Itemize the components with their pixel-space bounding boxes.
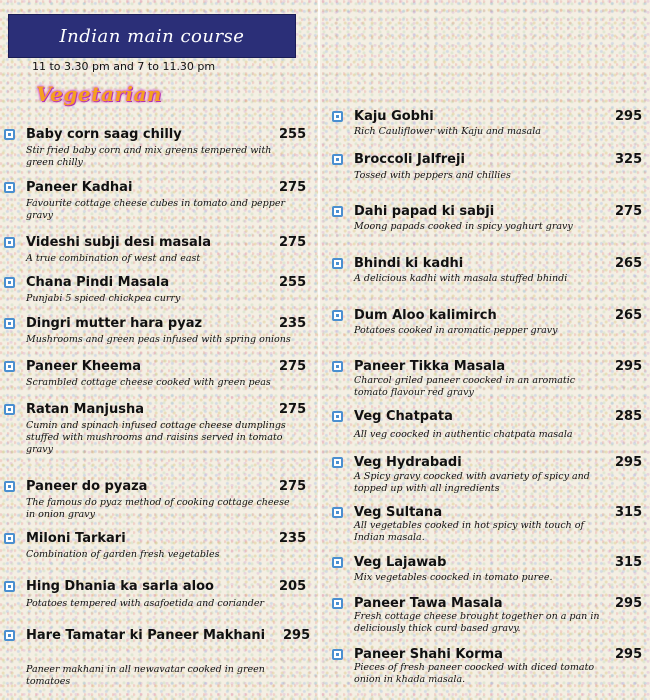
square-bullet-icon bbox=[4, 182, 15, 193]
item-price: 235 bbox=[279, 531, 307, 546]
square-bullet-icon bbox=[4, 318, 15, 329]
item-name: Chana Pindi Masala bbox=[26, 275, 170, 290]
item-description: All veg coocked in authentic chatpata masala bbox=[354, 429, 573, 440]
square-bullet-icon bbox=[4, 404, 15, 415]
square-bullet-icon bbox=[332, 411, 343, 422]
item-name: Veg Lajawab bbox=[354, 555, 447, 570]
item-description: Scrambled cottage cheese cooked with green peas bbox=[26, 377, 271, 388]
item-price: 235 bbox=[279, 316, 307, 331]
item-description: Rich Cauliflower with Kaju and masala bbox=[354, 126, 541, 137]
square-bullet-icon bbox=[4, 630, 15, 641]
square-bullet-icon bbox=[332, 258, 343, 269]
item-name: Dahi papad ki sabji bbox=[354, 204, 495, 219]
item-price: 255 bbox=[279, 275, 307, 290]
item-name: Paneer Kheema bbox=[26, 359, 142, 374]
square-bullet-icon bbox=[4, 129, 15, 140]
item-price: 265 bbox=[615, 308, 643, 323]
item-name: Baby corn saag chilly bbox=[26, 127, 182, 142]
item-price: 295 bbox=[615, 455, 643, 470]
item-description: Mushrooms and green peas infused with spring onions bbox=[26, 334, 291, 345]
item-price: 285 bbox=[615, 409, 643, 424]
square-bullet-icon bbox=[332, 206, 343, 217]
item-price: 275 bbox=[279, 235, 307, 250]
serving-hours: 11 to 3.30 pm and 7 to 11.30 pm bbox=[32, 60, 216, 73]
item-price: 315 bbox=[615, 555, 643, 570]
item-price: 275 bbox=[279, 180, 307, 195]
item-description: Paneer makhani in all newavatar cooked in green tomatoes bbox=[26, 664, 265, 687]
item-price: 295 bbox=[615, 596, 643, 611]
item-description: Tossed with peppers and chillies bbox=[354, 170, 511, 181]
square-bullet-icon bbox=[332, 598, 343, 609]
column-divider bbox=[318, 0, 320, 700]
item-description: Pieces of fresh paneer coocked with diced tomato onion in khada masala. bbox=[354, 662, 595, 685]
item-price: 315 bbox=[615, 505, 643, 520]
item-price: 275 bbox=[615, 204, 643, 219]
item-description: Combination of garden fresh vegetables bbox=[26, 549, 220, 560]
square-bullet-icon bbox=[332, 649, 343, 660]
item-name: Hing Dhania ka sarla aloo bbox=[26, 579, 214, 594]
item-name: Paneer Kadhai bbox=[26, 180, 133, 195]
item-price: 295 bbox=[615, 109, 643, 124]
square-bullet-icon bbox=[332, 457, 343, 468]
item-name: Veg Chatpata bbox=[354, 409, 453, 424]
item-price: 325 bbox=[615, 152, 643, 167]
item-name: Dum Aloo kalimirch bbox=[354, 308, 497, 323]
square-bullet-icon bbox=[4, 361, 15, 372]
item-name: Miloni Tarkari bbox=[26, 531, 126, 546]
item-name: Paneer do pyaza bbox=[26, 479, 148, 494]
item-description: Charcol griled paneer coocked in an aromatic tomato flavour red gravy bbox=[354, 375, 576, 398]
item-price: 265 bbox=[615, 256, 643, 271]
square-bullet-icon bbox=[4, 533, 15, 544]
section-title: Vegetarian bbox=[36, 82, 162, 106]
square-bullet-icon bbox=[332, 154, 343, 165]
item-description: Fresh cottage cheese brought together on a pan in deliciously thick curd based gravy. bbox=[354, 611, 600, 634]
item-description: Moong papads cooked in spicy yoghurt gravy bbox=[354, 221, 573, 232]
item-price: 255 bbox=[279, 127, 307, 142]
item-description: A delicious kadhi with masala stuffed bhindi bbox=[354, 273, 568, 284]
square-bullet-icon bbox=[332, 507, 343, 518]
item-name: Veg Hydrabadi bbox=[354, 455, 462, 470]
item-name: Hare Tamatar ki Paneer Makhani bbox=[26, 628, 266, 643]
menu-header bbox=[8, 14, 296, 58]
item-description: All vegetables cooked in hot spicy with touch of Indian masala. bbox=[354, 520, 585, 543]
item-description: Stir fried baby corn and mix greens tempered with green chilly bbox=[26, 145, 272, 168]
item-price: 295 bbox=[283, 628, 311, 643]
item-price: 295 bbox=[615, 647, 643, 662]
item-name: Kaju Gobhi bbox=[354, 109, 434, 124]
page-title: Indian main course bbox=[59, 25, 245, 47]
square-bullet-icon bbox=[332, 111, 343, 122]
item-price: 275 bbox=[279, 479, 307, 494]
item-description: The famous do pyaz method of cooking cottage cheese in onion gravy bbox=[26, 497, 290, 520]
item-name: Videshi subji desi masala bbox=[26, 235, 212, 250]
item-description: Potatoes tempered with asafoetida and coriander bbox=[26, 598, 265, 609]
item-name: Bhindi ki kadhi bbox=[354, 256, 464, 271]
item-description: Cumin and spinach infused cottage cheese dumplings stuffed with mushrooms and raisins served in tomato gravy bbox=[26, 420, 286, 455]
square-bullet-icon bbox=[332, 310, 343, 321]
item-price: 205 bbox=[279, 579, 307, 594]
item-description: A Spicy gravy coocked with avariety of spicy and topped up with all ingredients bbox=[354, 471, 590, 494]
item-name: Paneer Tawa Masala bbox=[354, 596, 503, 611]
item-name: Veg Sultana bbox=[354, 505, 443, 520]
item-name: Paneer Tikka Masala bbox=[354, 359, 506, 374]
item-price: 295 bbox=[615, 359, 643, 374]
square-bullet-icon bbox=[4, 481, 15, 492]
item-price: 275 bbox=[279, 359, 307, 374]
item-name: Paneer Shahi Korma bbox=[354, 647, 503, 662]
square-bullet-icon bbox=[332, 557, 343, 568]
item-description: Potatoes cooked in aromatic pepper gravy bbox=[354, 325, 558, 336]
item-name: Broccoli Jalfreji bbox=[354, 152, 465, 167]
square-bullet-icon bbox=[4, 581, 15, 592]
item-name: Dingri mutter hara pyaz bbox=[26, 316, 203, 331]
item-description: Punjabi 5 spiced chickpea curry bbox=[26, 293, 181, 304]
item-description: Mix vegetables coocked in tomato puree. bbox=[354, 572, 553, 583]
item-description: Favourite cottage cheese cubes in tomato and pepper gravy bbox=[26, 198, 286, 221]
item-description: A true combination of west and east bbox=[26, 253, 201, 264]
item-price: 275 bbox=[279, 402, 307, 417]
square-bullet-icon bbox=[4, 237, 15, 248]
square-bullet-icon bbox=[4, 277, 15, 288]
item-name: Ratan Manjusha bbox=[26, 402, 144, 417]
square-bullet-icon bbox=[332, 361, 343, 372]
